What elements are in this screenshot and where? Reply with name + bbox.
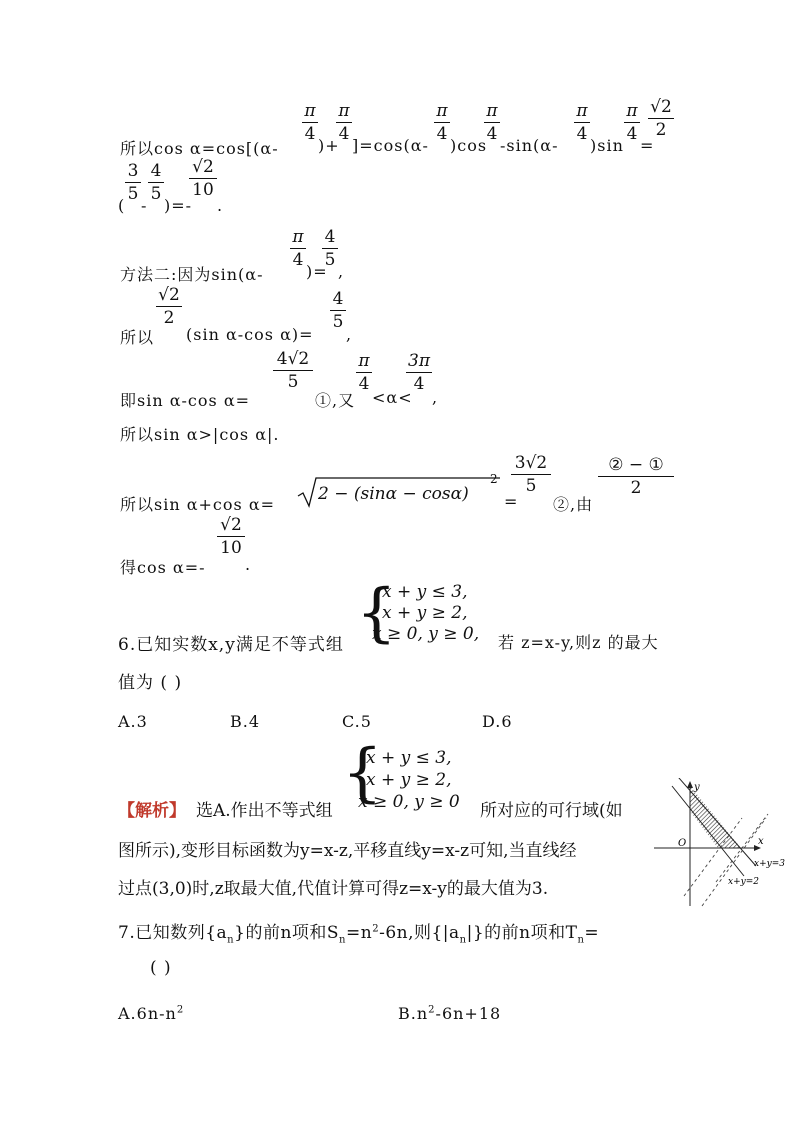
fraction-4sqrt2-over-5: 4√2 5 — [273, 348, 313, 393]
q6-inequality-2: x + y ≥ 2, — [382, 603, 468, 623]
fraction-3sqrt2-over-5: 3√2 5 — [511, 452, 551, 497]
feasible-region-figure — [650, 778, 790, 908]
line4-text1: 所以 — [120, 328, 155, 347]
line2-close: )=- — [164, 196, 193, 215]
analysis-line3: 过点(3,0)时,z取最大值,代值计算可得z=x-y的最大值为3. — [118, 879, 549, 899]
line6-text: 所以sin α>|cos α|. — [120, 425, 280, 444]
q7-option-b: $B.n^2-6n+18$ — [398, 1004, 502, 1023]
q7-text: 7.已知数列$\{a_n\}$的前n项和$S_n=n^2-6n$,则$\{|a_n|\}$的前n项和$T_n=$ — [118, 923, 600, 946]
line1-mid5: )sin — [590, 136, 624, 155]
q6-option-d: D.6 — [482, 712, 513, 731]
fraction-pi-over-4: π 4 — [302, 100, 318, 145]
line5-text1: 即sin α-cos α= — [120, 391, 251, 410]
fraction-3-over-5: 3 5 — [125, 160, 141, 205]
line4-text2: (sin α-cos α)= — [186, 325, 314, 344]
x-axis-label: x — [758, 836, 764, 847]
line5-text2: ①,又 — [315, 391, 356, 410]
q6-inequality-1: x + y ≤ 3, — [382, 582, 468, 602]
method2-eq: )= — [306, 262, 328, 281]
fraction-2-minus-1-over-2: ② − ① 2 — [598, 454, 674, 499]
fraction-pi-over-4: π 4 — [434, 100, 450, 145]
fraction-4-over-5: 4 5 — [322, 226, 338, 271]
q7-blank: ( ) — [150, 958, 172, 978]
fraction-sqrt2-over-10: √2 10 — [217, 514, 245, 559]
line2-open: ( — [118, 196, 126, 215]
fraction-pi-over-4: π 4 — [574, 100, 590, 145]
line1-mid3: )cos — [450, 136, 488, 155]
line2-minus: - — [141, 196, 148, 215]
line1-mid2: ]=cos(α- — [352, 136, 429, 155]
q6-text: 6.已知实数x,y满足不等式组 — [118, 635, 344, 655]
line1-eq: = — [640, 136, 655, 155]
q6-inequality-3: x ≥ 0, y ≥ 0, — [372, 624, 480, 644]
q6-option-a: A.3 — [118, 712, 148, 731]
fraction-pi-over-4: π 4 — [356, 350, 372, 395]
system-brace: { — [356, 576, 397, 650]
fraction-pi-over-4: π 4 — [624, 100, 640, 145]
fraction-pi-over-4: π 4 — [336, 100, 352, 145]
fraction-sqrt2-over-2: √2 2 — [648, 96, 674, 141]
analysis-tag: 【解析】 — [118, 801, 186, 821]
q6-option-c: C.5 — [342, 712, 372, 731]
line4-comma: , — [346, 325, 353, 344]
analysis-inequality-1: x + y ≤ 3, — [366, 748, 452, 768]
line1-mid1: )+ — [318, 136, 340, 155]
radicand: 2 − (sinα − cosα) — [318, 484, 469, 504]
line5-lt: <α< — [372, 388, 413, 407]
fraction-pi-over-4: π 4 — [290, 226, 306, 271]
origin-label: O — [678, 838, 687, 849]
line1-prefix: 所以cos α=cos[(α- — [120, 139, 279, 158]
line-label-x-plus-y-2: x+y=2 — [728, 877, 759, 887]
feasible-region — [690, 786, 741, 848]
radicand-square: 2 — [490, 472, 498, 486]
method2-text: 方法二:因为sin(α- — [120, 265, 264, 284]
line8-text1: 得cos α=- — [120, 558, 206, 577]
method2-comma: , — [338, 262, 345, 281]
q7-option-a: $A.6n-n^2$ — [118, 1004, 185, 1023]
line7-eq: = — [504, 492, 519, 511]
line-label-x-plus-y-3: x+y=3 — [754, 859, 785, 869]
analysis-text1: 选A.作出不等式组 — [196, 801, 333, 821]
line2-dot: . — [217, 196, 224, 215]
fraction-4-over-5: 4 5 — [148, 160, 164, 205]
fraction-sqrt2-over-10: √2 10 — [189, 156, 217, 201]
analysis-inequality-3: x ≥ 0, y ≥ 0 — [358, 792, 460, 812]
fraction-pi-over-4: π 4 — [484, 100, 500, 145]
line8-dot: . — [245, 555, 252, 574]
q6-option-b: B.4 — [230, 712, 261, 731]
fraction-4-over-5: 4 5 — [330, 288, 346, 333]
q6-blank: 值为 ( ) — [118, 673, 183, 693]
line7-text1: 所以sin α+cos α= — [120, 495, 276, 514]
analysis-text2: 所对应的可行域(如 — [480, 801, 623, 821]
y-axis-label: y — [694, 782, 700, 793]
line5-comma: , — [432, 388, 439, 407]
q6-text2: 若 z=x-y,则z 的最大 — [498, 633, 659, 652]
analysis-line2: 图所示),变形目标函数为y=x-z,平移直线y=x-z可知,当直线经 — [118, 841, 577, 861]
fraction-sqrt2-over-2: √2 2 — [156, 284, 182, 329]
fraction-3pi-over-4: 3π 4 — [408, 351, 430, 394]
system-brace: { — [342, 736, 383, 810]
line7-text2: ②,由 — [553, 495, 594, 514]
analysis-inequality-2: x + y ≥ 2, — [366, 770, 452, 790]
line1-mid4: -sin(α- — [500, 136, 559, 155]
